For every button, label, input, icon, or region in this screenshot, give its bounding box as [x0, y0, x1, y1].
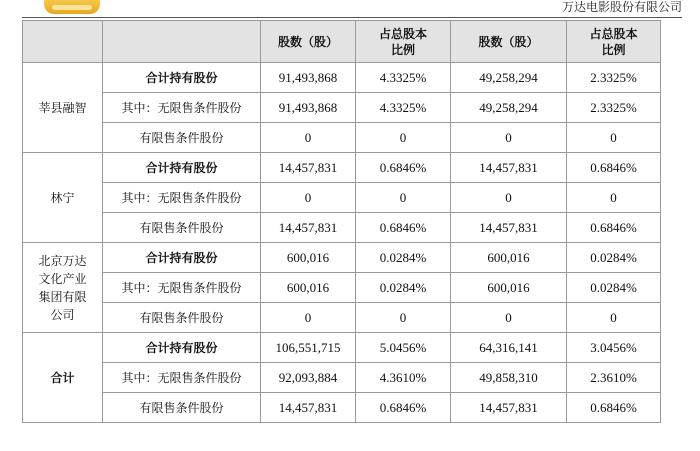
shares-before: 0 [261, 123, 356, 153]
shares-after: 49,258,294 [451, 63, 567, 93]
shares-after: 600,016 [451, 273, 567, 303]
holder-name-line: 林宁 [50, 190, 75, 205]
ratio-before: 5.0456% [356, 333, 451, 363]
ratio-before: 0.0284% [356, 273, 451, 303]
row-label: 其中：无限售条件股份 [103, 183, 261, 213]
ratio-before: 0 [356, 123, 451, 153]
table-row [23, 303, 661, 333]
ratio-after: 2.3325% [567, 93, 661, 123]
ratio-before: 0.6846% [356, 213, 451, 243]
table-header-row [23, 21, 661, 63]
header-ratio-after-line-2: 比例 [601, 42, 626, 57]
holder-name-line: 莘县融智 [38, 100, 87, 115]
header-ratio-before-line-2: 比例 [390, 42, 415, 57]
ratio-after: 3.0456% [567, 333, 661, 363]
ratio-after: 0 [567, 123, 661, 153]
table-row [23, 213, 661, 243]
ratio-after: 0.6846% [567, 393, 661, 423]
table-row [23, 93, 661, 123]
holder-cell [23, 153, 103, 243]
shares-before: 0 [261, 183, 356, 213]
ratio-before: 0 [356, 183, 451, 213]
table-row [23, 153, 661, 183]
ratio-after: 0 [567, 183, 661, 213]
ratio-after: 0.6846% [567, 213, 661, 243]
shares-before: 14,457,831 [261, 393, 356, 423]
logo-band [52, 5, 92, 10]
ratio-before: 4.3610% [356, 363, 451, 393]
shares-before: 91,493,868 [261, 63, 356, 93]
shares-before: 14,457,831 [261, 153, 356, 183]
ratio-before: 0.6846% [356, 153, 451, 183]
ratio-before: 4.3325% [356, 93, 451, 123]
shares-before: 600,016 [261, 243, 356, 273]
row-label: 有限售条件股份 [103, 393, 261, 423]
table-row [23, 393, 661, 423]
shares-after: 14,457,831 [451, 213, 567, 243]
ratio-after: 2.3325% [567, 63, 661, 93]
holder-cell [23, 63, 103, 153]
row-label: 合计持有股份 [103, 63, 261, 93]
shares-after: 600,016 [451, 243, 567, 273]
row-label: 其中：无限售条件股份 [103, 93, 261, 123]
holder-name-line: 集团有限 [38, 289, 87, 304]
shares-after: 0 [451, 183, 567, 213]
shareholding-table [22, 20, 661, 423]
holder-name-line: 合计 [50, 370, 75, 385]
row-label: 有限售条件股份 [103, 213, 261, 243]
ratio-after: 2.3610% [567, 363, 661, 393]
table-row [23, 273, 661, 303]
shares-after: 49,258,294 [451, 93, 567, 123]
header-holder-cell [23, 21, 103, 63]
shares-after: 14,457,831 [451, 153, 567, 183]
header-shares-after: 股数（股） [451, 21, 567, 63]
ratio-after: 0.0284% [567, 243, 661, 273]
table-row [23, 183, 661, 213]
shares-after: 0 [451, 123, 567, 153]
row-label: 其中：无限售条件股份 [103, 273, 261, 303]
row-label: 合计持有股份 [103, 153, 261, 183]
header-ratio-after [567, 21, 661, 63]
row-label: 有限售条件股份 [103, 303, 261, 333]
ratio-before: 0 [356, 303, 451, 333]
header-company-name: 万达电影股份有限公司 [561, 0, 682, 14]
table-row [23, 243, 661, 273]
ratio-after: 0.6846% [567, 153, 661, 183]
header-ratio-before [356, 21, 451, 63]
ratio-before: 4.3325% [356, 63, 451, 93]
ratio-before: 0.6846% [356, 393, 451, 423]
holder-cell [23, 243, 103, 333]
shares-before: 0 [261, 303, 356, 333]
row-label: 合计持有股份 [103, 243, 261, 273]
table-row [23, 63, 661, 93]
shares-after: 49,858,310 [451, 363, 567, 393]
holder-name-line: 公司 [50, 307, 75, 322]
header-ratio-after-line-1: 占总股本 [589, 26, 638, 41]
shares-after: 0 [451, 303, 567, 333]
row-label: 其中：无限售条件股份 [103, 363, 261, 393]
company-logo [44, 0, 100, 14]
ratio-after: 0.0284% [567, 273, 661, 303]
holder-name-line: 北京万达 [38, 253, 87, 268]
shares-before: 600,016 [261, 273, 356, 303]
shares-after: 14,457,831 [451, 393, 567, 423]
row-label: 合计持有股份 [103, 333, 261, 363]
header-label-cell [103, 21, 261, 63]
shares-before: 91,493,868 [261, 93, 356, 123]
ratio-after: 0 [567, 303, 661, 333]
header-divider [22, 17, 682, 18]
shares-before: 92,093,884 [261, 363, 356, 393]
shares-after: 64,316,141 [451, 333, 567, 363]
shares-before: 106,551,715 [261, 333, 356, 363]
holder-name-line: 文化产业 [38, 271, 87, 286]
total-holder-cell [23, 333, 103, 423]
header-shares-before: 股数（股） [261, 21, 356, 63]
table-row [23, 363, 661, 393]
table-row [23, 123, 661, 153]
row-label: 有限售条件股份 [103, 123, 261, 153]
ratio-before: 0.0284% [356, 243, 451, 273]
table-row [23, 333, 661, 363]
header-ratio-before-line-1: 占总股本 [378, 26, 427, 41]
shares-before: 14,457,831 [261, 213, 356, 243]
